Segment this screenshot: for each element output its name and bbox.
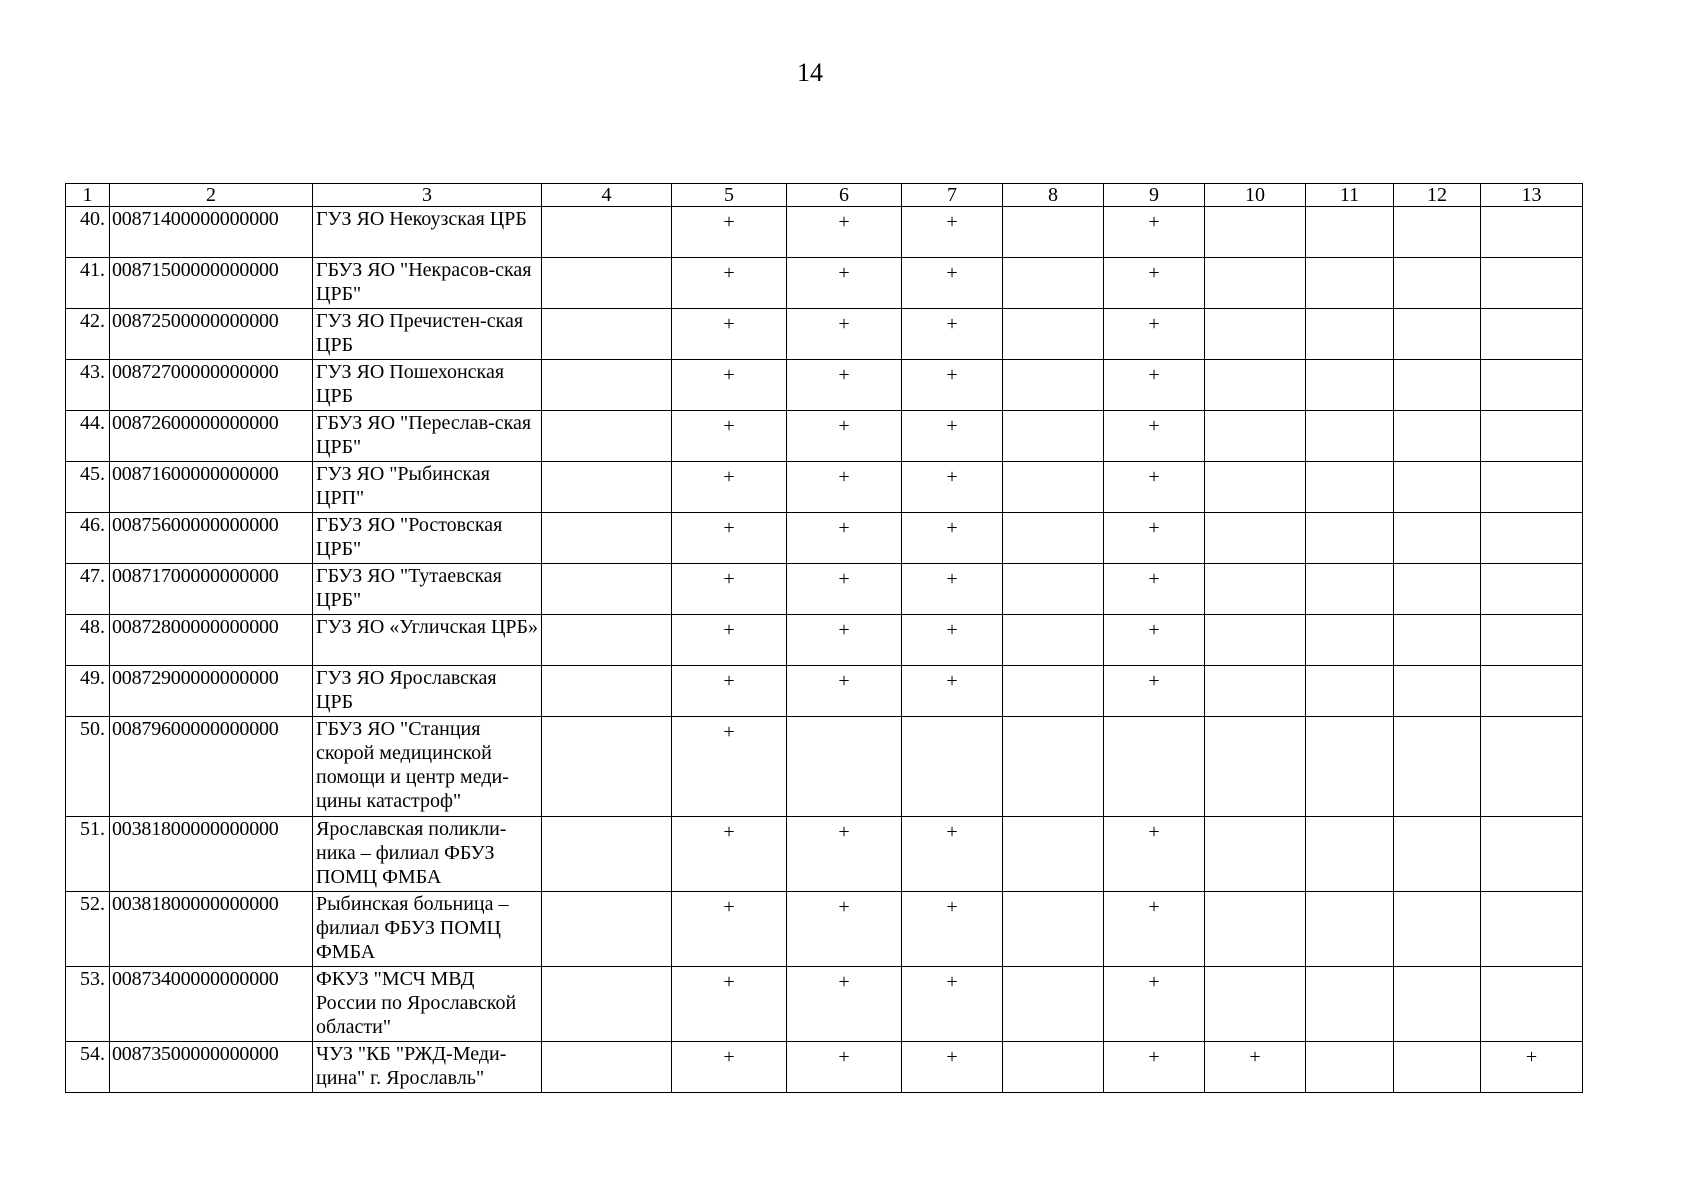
mark-cell-col-12 <box>1394 309 1481 360</box>
mark-cell-col-4 <box>542 892 672 967</box>
mark-cell-col-4 <box>542 258 672 309</box>
mark-cell-col-12 <box>1394 411 1481 462</box>
mark-cell-col-4 <box>542 1042 672 1093</box>
mark-cell-col-4 <box>542 513 672 564</box>
organization-name-cell: ГУЗ ЯО "Рыбинская ЦРП" <box>313 462 542 513</box>
organization-name-cell: ГБУЗ ЯО "Ростовская ЦРБ" <box>313 513 542 564</box>
mark-cell-col-5: + <box>672 258 787 309</box>
mark-cell-col-7: + <box>902 462 1003 513</box>
header-cell: 4 <box>542 184 672 207</box>
organization-name-cell: ГУЗ ЯО Некоузская ЦРБ <box>313 207 542 258</box>
mark-cell-col-10 <box>1205 462 1306 513</box>
row-number-cell: 41. <box>66 258 110 309</box>
mark-cell-col-8 <box>1003 258 1104 309</box>
mark-cell-col-12 <box>1394 892 1481 967</box>
row-number-cell: 52. <box>66 892 110 967</box>
header-cell: 9 <box>1104 184 1205 207</box>
mark-cell-col-8 <box>1003 666 1104 717</box>
mark-cell-col-7: + <box>902 1042 1003 1093</box>
table-row <box>66 1042 1583 1093</box>
mark-cell-col-9: + <box>1104 513 1205 564</box>
code-cell: 00873400000000000 <box>110 967 313 1042</box>
mark-cell-col-10 <box>1205 817 1306 892</box>
row-number-cell: 43. <box>66 360 110 411</box>
mark-cell-col-9: + <box>1104 258 1205 309</box>
mark-cell-col-5: + <box>672 411 787 462</box>
mark-cell-col-7: + <box>902 892 1003 967</box>
organization-name-cell: ГБУЗ ЯО "Переслав-ская ЦРБ" <box>313 411 542 462</box>
mark-cell-col-13 <box>1481 615 1583 666</box>
mark-cell-col-12 <box>1394 1042 1481 1093</box>
mark-cell-col-5: + <box>672 360 787 411</box>
mark-cell-col-8 <box>1003 309 1104 360</box>
code-cell: 00871400000000000 <box>110 207 313 258</box>
mark-cell-col-13 <box>1481 967 1583 1042</box>
mark-cell-col-5: + <box>672 967 787 1042</box>
mark-cell-col-11 <box>1306 967 1394 1042</box>
table-row <box>66 717 1583 817</box>
code-cell: 00872700000000000 <box>110 360 313 411</box>
mark-cell-col-5: + <box>672 513 787 564</box>
mark-cell-col-10 <box>1205 892 1306 967</box>
organization-name-cell: ГБУЗ ЯО "Станция скорой медицинской помощи и центр меди-цины катастроф" <box>313 717 542 817</box>
mark-cell-col-11 <box>1306 360 1394 411</box>
mark-cell-col-9 <box>1104 717 1205 817</box>
mark-cell-col-5: + <box>672 564 787 615</box>
mark-cell-col-13 <box>1481 717 1583 817</box>
mark-cell-col-11 <box>1306 615 1394 666</box>
mark-cell-col-10 <box>1205 309 1306 360</box>
mark-cell-col-7: + <box>902 360 1003 411</box>
organization-name-cell: ЧУЗ "КБ "РЖД-Меди-цина" г. Ярославль" <box>313 1042 542 1093</box>
mark-cell-col-5: + <box>672 309 787 360</box>
mark-cell-col-5: + <box>672 817 787 892</box>
mark-cell-col-13 <box>1481 564 1583 615</box>
mark-cell-col-4 <box>542 817 672 892</box>
header-cell: 11 <box>1306 184 1394 207</box>
mark-cell-col-7: + <box>902 258 1003 309</box>
mark-cell-col-13 <box>1481 309 1583 360</box>
mark-cell-col-11 <box>1306 817 1394 892</box>
organization-name-cell: ГУЗ ЯО Пречистен-ская ЦРБ <box>313 309 542 360</box>
row-number-cell: 44. <box>66 411 110 462</box>
row-number-cell: 42. <box>66 309 110 360</box>
mark-cell-col-10 <box>1205 564 1306 615</box>
table-row <box>66 360 1583 411</box>
mark-cell-col-4 <box>542 717 672 817</box>
row-number-cell: 54. <box>66 1042 110 1093</box>
row-number-cell: 53. <box>66 967 110 1042</box>
code-cell: 00872600000000000 <box>110 411 313 462</box>
mark-cell-col-7: + <box>902 207 1003 258</box>
mark-cell-col-11 <box>1306 564 1394 615</box>
header-cell: 8 <box>1003 184 1104 207</box>
mark-cell-col-8 <box>1003 1042 1104 1093</box>
page-number: 14 <box>797 58 823 87</box>
mark-cell-col-4 <box>542 967 672 1042</box>
mark-cell-col-10 <box>1205 207 1306 258</box>
mark-cell-col-5: + <box>672 666 787 717</box>
mark-cell-col-10 <box>1205 967 1306 1042</box>
table-row <box>66 666 1583 717</box>
code-cell: 00871600000000000 <box>110 462 313 513</box>
mark-cell-col-5: + <box>672 615 787 666</box>
mark-cell-col-7: + <box>902 411 1003 462</box>
mark-cell-col-13 <box>1481 666 1583 717</box>
mark-cell-col-6: + <box>787 615 902 666</box>
mark-cell-col-8 <box>1003 462 1104 513</box>
mark-cell-col-8 <box>1003 411 1104 462</box>
mark-cell-col-7: + <box>902 513 1003 564</box>
mark-cell-col-11 <box>1306 411 1394 462</box>
mark-cell-col-9: + <box>1104 666 1205 717</box>
mark-cell-col-7: + <box>902 967 1003 1042</box>
mark-cell-col-10 <box>1205 615 1306 666</box>
mark-cell-col-5: + <box>672 462 787 513</box>
mark-cell-col-7: + <box>902 666 1003 717</box>
mark-cell-col-7: + <box>902 564 1003 615</box>
mark-cell-col-12 <box>1394 360 1481 411</box>
mark-cell-col-6: + <box>787 309 902 360</box>
organization-name-cell: ГУЗ ЯО Пошехонская ЦРБ <box>313 360 542 411</box>
table-row <box>66 462 1583 513</box>
organization-name-cell: ГБУЗ ЯО "Тутаевская ЦРБ" <box>313 564 542 615</box>
row-number-cell: 40. <box>66 207 110 258</box>
mark-cell-col-6: + <box>787 564 902 615</box>
mark-cell-col-8 <box>1003 564 1104 615</box>
mark-cell-col-11 <box>1306 207 1394 258</box>
header-row <box>66 184 1583 207</box>
mark-cell-col-8 <box>1003 717 1104 817</box>
code-cell: 00872900000000000 <box>110 666 313 717</box>
mark-cell-col-12 <box>1394 258 1481 309</box>
table-row <box>66 411 1583 462</box>
mark-cell-col-13 <box>1481 207 1583 258</box>
code-cell: 00873500000000000 <box>110 1042 313 1093</box>
header-cell: 3 <box>313 184 542 207</box>
mark-cell-col-4 <box>542 666 672 717</box>
mark-cell-col-13 <box>1481 462 1583 513</box>
mark-cell-col-9: + <box>1104 360 1205 411</box>
mark-cell-col-6 <box>787 717 902 817</box>
mark-cell-col-12 <box>1394 564 1481 615</box>
organization-name-cell: Рыбинская больница – филиал ФБУЗ ПОМЦ ФМБА <box>313 892 542 967</box>
header-cell: 1 <box>66 184 110 207</box>
table-row <box>66 513 1583 564</box>
mark-cell-col-12 <box>1394 207 1481 258</box>
organization-name-cell: Ярославская поликли-ника – филиал ФБУЗ ПОМЦ ФМБА <box>313 817 542 892</box>
mark-cell-col-6: + <box>787 967 902 1042</box>
mark-cell-col-9: + <box>1104 967 1205 1042</box>
mark-cell-col-13 <box>1481 817 1583 892</box>
mark-cell-col-9: + <box>1104 1042 1205 1093</box>
code-cell: 00872500000000000 <box>110 309 313 360</box>
header-cell: 5 <box>672 184 787 207</box>
row-number-cell: 48. <box>66 615 110 666</box>
mark-cell-col-8 <box>1003 513 1104 564</box>
mark-cell-col-12 <box>1394 717 1481 817</box>
mark-cell-col-5: + <box>672 1042 787 1093</box>
mark-cell-col-4 <box>542 615 672 666</box>
mark-cell-col-6: + <box>787 258 902 309</box>
code-cell: 00871700000000000 <box>110 564 313 615</box>
mark-cell-col-12 <box>1394 615 1481 666</box>
mark-cell-col-6: + <box>787 817 902 892</box>
table-header <box>66 184 1583 207</box>
mark-cell-col-4 <box>542 564 672 615</box>
organization-name-cell: ГУЗ ЯО Ярославская ЦРБ <box>313 666 542 717</box>
mark-cell-col-6: + <box>787 666 902 717</box>
row-number-cell: 49. <box>66 666 110 717</box>
mark-cell-col-9: + <box>1104 615 1205 666</box>
mark-cell-col-10 <box>1205 513 1306 564</box>
mark-cell-col-9: + <box>1104 817 1205 892</box>
mark-cell-col-4 <box>542 462 672 513</box>
header-cell: 12 <box>1394 184 1481 207</box>
mark-cell-col-11 <box>1306 258 1394 309</box>
mark-cell-col-4 <box>542 411 672 462</box>
organization-name-cell: ГУЗ ЯО «Угличская ЦРБ» <box>313 615 542 666</box>
mark-cell-col-11 <box>1306 309 1394 360</box>
mark-cell-col-11 <box>1306 1042 1394 1093</box>
header-cell: 7 <box>902 184 1003 207</box>
table-row <box>66 615 1583 666</box>
organization-name-cell: ГБУЗ ЯО "Некрасов-ская ЦРБ" <box>313 258 542 309</box>
code-cell: 00871500000000000 <box>110 258 313 309</box>
mark-cell-col-10 <box>1205 360 1306 411</box>
mark-cell-col-13 <box>1481 411 1583 462</box>
code-cell: 00879600000000000 <box>110 717 313 817</box>
mark-cell-col-10 <box>1205 717 1306 817</box>
mark-cell-col-10 <box>1205 258 1306 309</box>
mark-cell-col-5: + <box>672 717 787 817</box>
mark-cell-col-6: + <box>787 892 902 967</box>
mark-cell-col-8 <box>1003 360 1104 411</box>
mark-cell-col-6: + <box>787 462 902 513</box>
mark-cell-col-5: + <box>672 892 787 967</box>
mark-cell-col-7: + <box>902 615 1003 666</box>
mark-cell-col-13 <box>1481 513 1583 564</box>
header-cell: 10 <box>1205 184 1306 207</box>
mark-cell-col-11 <box>1306 513 1394 564</box>
mark-cell-col-4 <box>542 360 672 411</box>
header-cell: 6 <box>787 184 902 207</box>
mark-cell-col-11 <box>1306 462 1394 513</box>
mark-cell-col-11 <box>1306 666 1394 717</box>
table-row <box>66 892 1583 967</box>
mark-cell-col-6: + <box>787 207 902 258</box>
table-row <box>66 967 1583 1042</box>
mark-cell-col-9: + <box>1104 309 1205 360</box>
mark-cell-col-13 <box>1481 360 1583 411</box>
mark-cell-col-10: + <box>1205 1042 1306 1093</box>
mark-cell-col-12 <box>1394 666 1481 717</box>
table-row <box>66 207 1583 258</box>
mark-cell-col-9: + <box>1104 892 1205 967</box>
mark-cell-col-4 <box>542 207 672 258</box>
mark-cell-col-12 <box>1394 462 1481 513</box>
code-cell: 00875600000000000 <box>110 513 313 564</box>
table-row <box>66 258 1583 309</box>
mark-cell-col-13 <box>1481 258 1583 309</box>
mark-cell-col-5: + <box>672 207 787 258</box>
code-cell: 00381800000000000 <box>110 817 313 892</box>
mark-cell-col-12 <box>1394 513 1481 564</box>
mark-cell-col-10 <box>1205 411 1306 462</box>
mark-cell-col-7: + <box>902 817 1003 892</box>
header-cell: 2 <box>110 184 313 207</box>
mark-cell-col-12 <box>1394 967 1481 1042</box>
mark-cell-col-6: + <box>787 513 902 564</box>
mark-cell-col-6: + <box>787 411 902 462</box>
mark-cell-col-8 <box>1003 615 1104 666</box>
organization-name-cell: ФКУЗ "МСЧ МВД России по Ярославской области" <box>313 967 542 1042</box>
row-number-cell: 47. <box>66 564 110 615</box>
mark-cell-col-6: + <box>787 1042 902 1093</box>
mark-cell-col-6: + <box>787 360 902 411</box>
mark-cell-col-13: + <box>1481 1042 1583 1093</box>
row-number-cell: 46. <box>66 513 110 564</box>
table-body <box>66 207 1583 1093</box>
header-cell: 13 <box>1481 184 1583 207</box>
mark-cell-col-10 <box>1205 666 1306 717</box>
mark-cell-col-8 <box>1003 817 1104 892</box>
mark-cell-col-8 <box>1003 967 1104 1042</box>
mark-cell-col-7 <box>902 717 1003 817</box>
code-cell: 00872800000000000 <box>110 615 313 666</box>
code-cell: 00381800000000000 <box>110 892 313 967</box>
row-number-cell: 45. <box>66 462 110 513</box>
mark-cell-col-9: + <box>1104 462 1205 513</box>
table-container <box>65 183 1583 1093</box>
data-table <box>65 183 1583 1093</box>
table-row <box>66 309 1583 360</box>
mark-cell-col-9: + <box>1104 207 1205 258</box>
table-row <box>66 564 1583 615</box>
mark-cell-col-11 <box>1306 892 1394 967</box>
mark-cell-col-13 <box>1481 892 1583 967</box>
mark-cell-col-9: + <box>1104 411 1205 462</box>
row-number-cell: 50. <box>66 717 110 817</box>
mark-cell-col-8 <box>1003 207 1104 258</box>
table-row <box>66 817 1583 892</box>
mark-cell-col-11 <box>1306 717 1394 817</box>
mark-cell-col-4 <box>542 309 672 360</box>
mark-cell-col-12 <box>1394 817 1481 892</box>
mark-cell-col-8 <box>1003 892 1104 967</box>
mark-cell-col-7: + <box>902 309 1003 360</box>
row-number-cell: 51. <box>66 817 110 892</box>
mark-cell-col-9: + <box>1104 564 1205 615</box>
